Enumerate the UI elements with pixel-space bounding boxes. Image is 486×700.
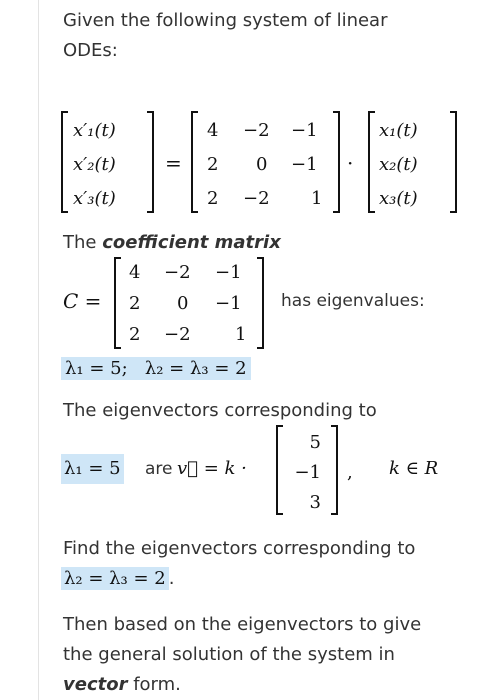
vector-bold-word: vector [63, 674, 128, 695]
coef-matrix-cell-3-2: −2 [164, 324, 191, 345]
coef-matrix-cell-3-3: 1 [235, 324, 247, 345]
find-line-2 [61, 564, 175, 594]
find-line-1: Find the eigenvectors corresponding to [63, 538, 416, 559]
coef-matrix-cell-2-3: −1 [215, 293, 242, 314]
ode-system-equation [59, 108, 479, 218]
system-matrix-cell-2-2: 0 [256, 154, 268, 175]
system-matrix-cell-1-3: −1 [291, 120, 318, 141]
eigvec-comma: , [347, 462, 353, 483]
equals-sign: = [165, 151, 182, 175]
lhs-entry-3: x′₃(t) [73, 188, 116, 209]
coef-matrix-cell-3-1: 2 [129, 324, 141, 345]
lhs-entry-2: x′₂(t) [73, 154, 116, 175]
rhs-entry-3: x₃(t) [379, 188, 418, 209]
then-line-1: Then based on the eigenvectors to give [63, 614, 422, 635]
eigenvalues-line [61, 354, 251, 384]
system-matrix-cell-1-2: −2 [243, 120, 270, 141]
multiply-dot: · [347, 151, 354, 175]
system-matrix-cell-2-1: 2 [207, 154, 219, 175]
coefficient-term: coefficient matrix [102, 232, 281, 253]
eigenvector-column [273, 420, 343, 520]
coef-matrix-cell-1-2: −2 [164, 262, 191, 283]
eigenvalues-suffix: has eigenvalues: [281, 291, 425, 311]
coefficient-prefix: The [63, 232, 103, 253]
eigvec-entry-1: 5 [309, 432, 321, 453]
system-matrix-cell-1-1: 4 [207, 120, 219, 141]
system-matrix-cell-3-3: 1 [311, 188, 323, 209]
intro-line-2: ODEs: [63, 40, 118, 61]
coef-matrix-cell-2-2: 0 [177, 293, 189, 314]
coef-matrix-cell-1-1: 4 [129, 262, 141, 283]
find-period: . [168, 568, 175, 589]
lhs-entry-1: x′₁(t) [73, 120, 116, 141]
eigvec-entry-2: −1 [294, 462, 321, 483]
find-lambda: λ₂ = λ₃ = 2 [61, 567, 169, 590]
system-matrix-cell-2-3: −1 [291, 154, 318, 175]
then-line-3 [63, 670, 181, 700]
then-line-2: the general solution of the system in [63, 644, 395, 665]
eigvec-entry-3: 3 [309, 492, 321, 513]
eigvec-intro: The eigenvectors corresponding to [63, 400, 377, 421]
k-in-r: k ∈ R [389, 458, 439, 479]
system-matrix-cell-3-2: −2 [243, 188, 270, 209]
question-card [38, 0, 485, 700]
lambda1-value: λ₁ = 5 [61, 454, 124, 484]
coef-matrix-cell-2-1: 2 [129, 293, 141, 314]
rhs-entry-1: x₁(t) [379, 120, 418, 141]
intro-line-1: Given the following system of linear [63, 10, 388, 31]
system-matrix-cell-3-1: 2 [207, 188, 219, 209]
rhs-entry-2: x₂(t) [379, 154, 418, 175]
eigvec-are: are [145, 459, 173, 479]
eigvec-v-equation: v⃗ = k · [177, 458, 247, 479]
eigenvalues-value: λ₁ = 5; λ₂ = λ₃ = 2 [61, 357, 251, 380]
form-word: form. [127, 674, 181, 695]
matrix-label: C = [63, 289, 102, 313]
coef-matrix-cell-1-3: −1 [215, 262, 242, 283]
